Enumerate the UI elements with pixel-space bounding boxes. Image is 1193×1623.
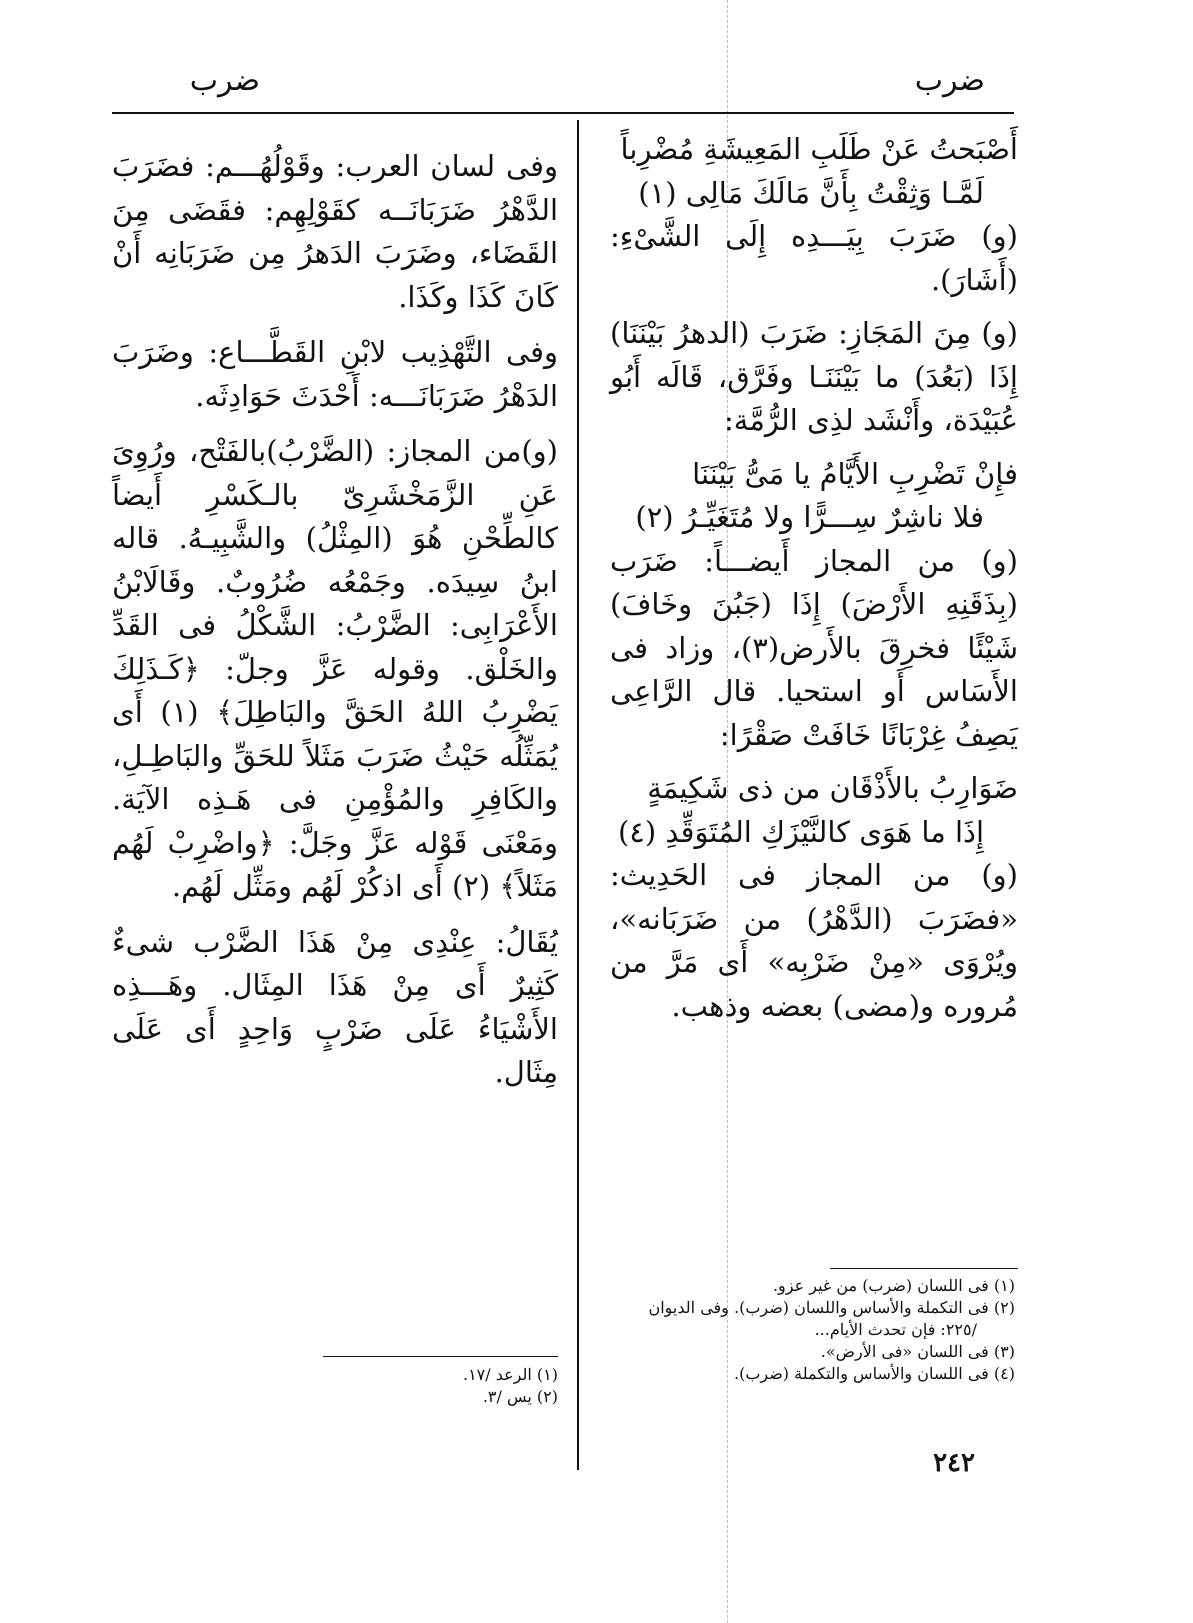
entry-paragraph: (و) مِنَ المَجَازِ: ضَرَبَ (الدهرُ بَيْنَنَا) إِذَا (بَعُدَ) ما بَيْنَنَـا وفَرَّق، قَالَه أَبُو عُبَيْدَة، وأَنْشَد لذِى الرُّمَّة: bbox=[610, 316, 1018, 437]
footnote-continuation: /٢٢٥: فإن تحدث الأيام... bbox=[814, 1320, 977, 1339]
entry-paragraph: (و)من المجاز: (الضَّرْبُ)بالفَتْح، ورُوِىَ عَنِ الزَّمَخْشَرِىّ بالـكَسْرِ أَيضاً كالطِّحْنِ هُوَ (المِثْلُ) والشَّبِيـهُ. قاله ابنُ سِيدَه. وجَمْعُه ضُرُوبٌ. وقَالَابْنُ الأَعْرَابِى: الضَّرْبُ: الشَّكْلُ فى القَدِّ والخَلْق. وقوله عَزَّ وجلّ: ﴿كَـذَلِكَ يَضْرِبُ اللهُ الحَقَّ والبَاطِلَ﴾ (١) أَى يُمَثِّلُه حَيْثُ ضَرَبَ مَثَلاً للحَقِّ والبَاطِـلِ، والكَافِرِ والمُؤْمِنِ فى هَـذِه الآيَة. ومَعْنَى قَوْله عَزَّ وجَلَّ: ﴿واضْرِبْ لَهُم مَثَلاً﴾ (٢) أَى اذكُرْ لَهُم ومَثِّل لَهُم. bbox=[112, 434, 558, 903]
verse-1-line-2: لَمَّـا وَثِقْتُ بِأَنَّ مَالَكَ مَالِى (١) bbox=[638, 175, 984, 210]
page-number: ٢٤٢ bbox=[933, 1448, 975, 1478]
entry-paragraph: وفى التَّهْذِيب لابْنِ القَطَّـــاع: وضَرَبَ الدَهْرُ ضَرَبَانَـــه: أَحْدَثَ حَوَادِثَه. bbox=[112, 335, 558, 413]
verse-1-line-1: أَصْبَحتُ عَنْ طَلَبِ المَعِيشَةِ مُضْرِباً bbox=[620, 132, 1018, 166]
footnote: (١) فى اللسان (ضرب) من غير عزو. bbox=[772, 1276, 1015, 1295]
verse-3-line-2: إِذَا ما هَوَى كالنَّيْزَكِ المُتَوَقِّدِ (٤) bbox=[617, 814, 984, 849]
footnote: (٣) فى اللسان «فى الأرض». bbox=[820, 1342, 1015, 1361]
footnotes-left bbox=[330, 1364, 558, 1408]
footnote: (٢) فى التكملة والأساس واللسان (ضرب). وفى الديوان bbox=[648, 1298, 1015, 1317]
running-head-left: ضرب bbox=[189, 63, 260, 98]
left-column bbox=[112, 145, 558, 1107]
footnote: (٤) فى اللسان والأساس والتكملة (ضرب). bbox=[733, 1364, 1015, 1383]
entry-paragraph: (و) من المجاز فى الحَدِيث: «فضَرَبَ (الدَّهْرُ) من ضَرَبَانه»، ويُرْوَى «مِنْ ضَرْبِه» أَى مَرَّ من مُروره و(مضى) بعضه وذهب. bbox=[610, 858, 1018, 1023]
entry-paragraph: (و) من المجاز أَيضـــاً: ضَرَب (بِذَقَنِهِ الأَرْضَ) إِذَا (جَبُنَ وخَافَ) شَيْئًا فخرِقَ بالأَرض(٣)، وزاد فى الأَسَاس أَو استحيا. قال الرَّاعِى يَصِفُ غِرْبَانًا خَافَتْ صَقْرًا: bbox=[610, 543, 1018, 752]
verse-2-line-1: فإِنْ تَضْرِبِ الأَيَّامُ يا مَىُّ بَيْنَنَا bbox=[692, 456, 1018, 491]
column-divider bbox=[577, 120, 579, 1470]
right-column bbox=[610, 128, 1018, 1038]
footnote: (١) الرعد /١٧. bbox=[462, 1365, 558, 1384]
entry-paragraph: (و) ضَرَبَ بِيَـــدِه إِلَى الشَّىْءِ: (أَشَارَ). bbox=[610, 219, 1018, 297]
verse-3-line-1: ضَوَارِبُ بالأَذْقَان من ذى شَكِيمَةٍ bbox=[647, 771, 1018, 805]
running-head-right: ضرب bbox=[914, 63, 985, 98]
header-rule bbox=[112, 112, 1014, 114]
footnotes-right bbox=[615, 1275, 1015, 1385]
footnote-rule-right bbox=[830, 1268, 1018, 1269]
footnote-rule-left bbox=[323, 1356, 558, 1357]
verse-2-line-2: فلا ناشِرٌ سِـــرًّا ولا مُتَغَيِّـرُ (٢) bbox=[635, 500, 984, 534]
entry-paragraph: وفى لسان العرب: وقَوْلُهُـــم: فضَرَبَ الدَّهْرُ ضَرَبَانَــه كقَوْلِهِم: فقَضَى مِنَ القَضَاء، وضَرَبَ الدَهرُ مِن ضَرَبَانِه أَنْ كَانَ كَذَا وكَذَا. bbox=[112, 149, 558, 314]
entry-paragraph: يُقَالُ: عِنْدِى مِنْ هَذَا الضَّرْب شىءٌ كَثِيرٌ أَى مِنْ هَذَا المِثَال. وهَـــذِه الأَشْيَاءُ عَلَى ضَرْبٍ وَاحِدٍ أَى عَلَى مِثَال. bbox=[112, 924, 558, 1089]
footnote: (٢) يس /٣. bbox=[482, 1387, 558, 1406]
